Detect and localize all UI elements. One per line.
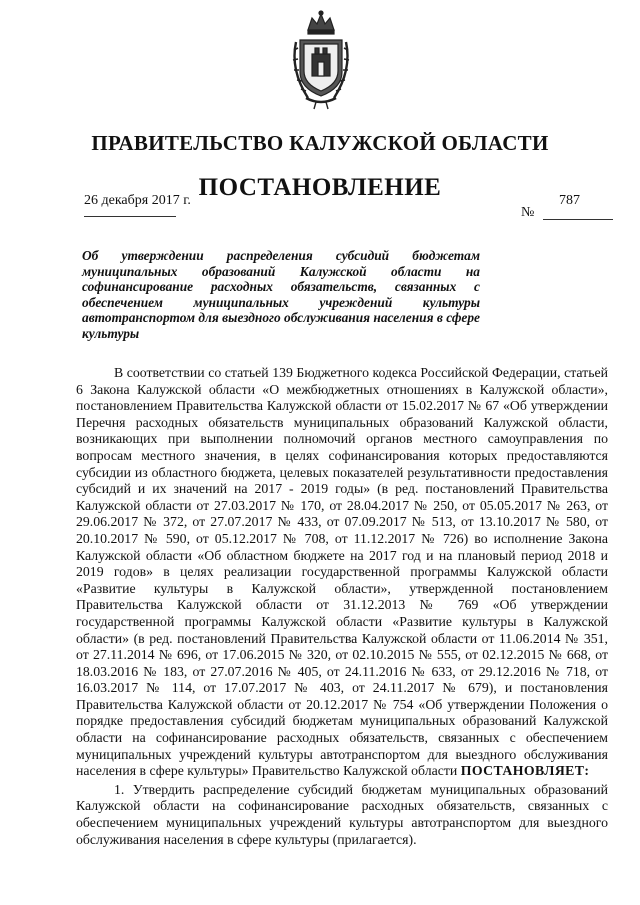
date-underline <box>84 216 176 217</box>
preamble-paragraph <box>76 365 608 780</box>
document-number: 787 <box>559 193 580 208</box>
government-name: ПРАВИТЕЛЬСТВО КАЛУЖСКОЙ ОБЛАСТИ <box>91 131 549 155</box>
decree-word: ПОСТАНОВЛЯЕТ: <box>460 763 590 779</box>
document-subject: Об утверждении распределения субсидий бюджетам муниципальных образований Калужской области на софинансирование расходных обязательств, связанных с обеспечением муниципальных учреждений культуры автотранспортом для выездного обслуживания населения в сфере культуры <box>82 248 480 341</box>
number-sign: № <box>521 205 535 220</box>
number-underline <box>543 219 613 220</box>
decree-item-1: 1. Утвердить распределение субсидий бюджетам муниципальных образований Калужской области на софинансирование расходных обязательств, связанных с обеспечением муниципальных учреждений культуры автотранспортом для выездного обслуживания населения в сфере культуры (прилагается). <box>76 781 608 847</box>
document-date: 26 декабря 2017 г. <box>84 193 191 208</box>
document-body <box>76 365 608 848</box>
preamble-text: В соответствии со статьей 139 Бюджетного кодекса Российской Федерации, статьей 6 Закона Калужской области «О межбюджетных отношениях в Калужской области», постановлением Правительства Калужской области от 15.02.2017 № 67 «Об утверждении Перечня расходных обязательств муниципальных образований Калужской области, возникающих при выполнении полномочий органов местного самоуправления по вопросам местного значения, в целях софинансирования которых предоставляются субсидии из областного бюджета, целевых показателей результативности предоставления субсидий и их значений на 2017 - 2019 годы» (в ред. постановлений Правительства Калужской области от 27.03.2017 № 170, от 28.04.2017 № 250, от 05.05.2017 № 263, от 29.06.2017 № 372, от 27.07.2017 № 433, от 07.09.2017 № 513, от 13.10.2017 № 580, от 20.10.2017 № 590, от 05.12.2017 № 708, от 11.12.2017 № 726) во исполнение Закона Калужской области «Об областном бюджете на 2017 год и на плановый период 2018 и 2019 годов» в целях реализации государственной программы Калужской области «Развитие культуры в Калужской области», утвержденной постановлением Правительства Калужской области от 31.12.2013 № 769 «Об утверждении государственной программы Калужской области «Развитие культуры в Калужской области» (в ред. постановлений Правительства Калужской области от 11.06.2014 № 351, от 27.11.2014 № 696, от 17.06.2015 № 320, от 02.10.2015 № 555, от 02.12.2015 № 668, от 18.03.2016 № 183, от 27.07.2016 № 405, от 24.11.2016 № 633, от 29.12.2016 № 718, от 16.03.2017 № 114, от 17.07.2017 № 403, от 24.11.2017 № 679), и постановления Правительства Калужской области от 20.12.2017 № 754 «Об утверждении Положения о порядке предоставления субсидий бюджетам муниципальных образований Калужской области на софинансирование расходных обязательств, связанных с обеспечением муниципальных учреждений культуры автотранспортом для выездного обслуживания населения в сфере культуры» Правительство Калужской области <box>76 365 608 779</box>
document-type-title: ПОСТАНОВЛЕНИЕ <box>198 174 442 201</box>
coat-of-arms-icon <box>286 10 356 110</box>
